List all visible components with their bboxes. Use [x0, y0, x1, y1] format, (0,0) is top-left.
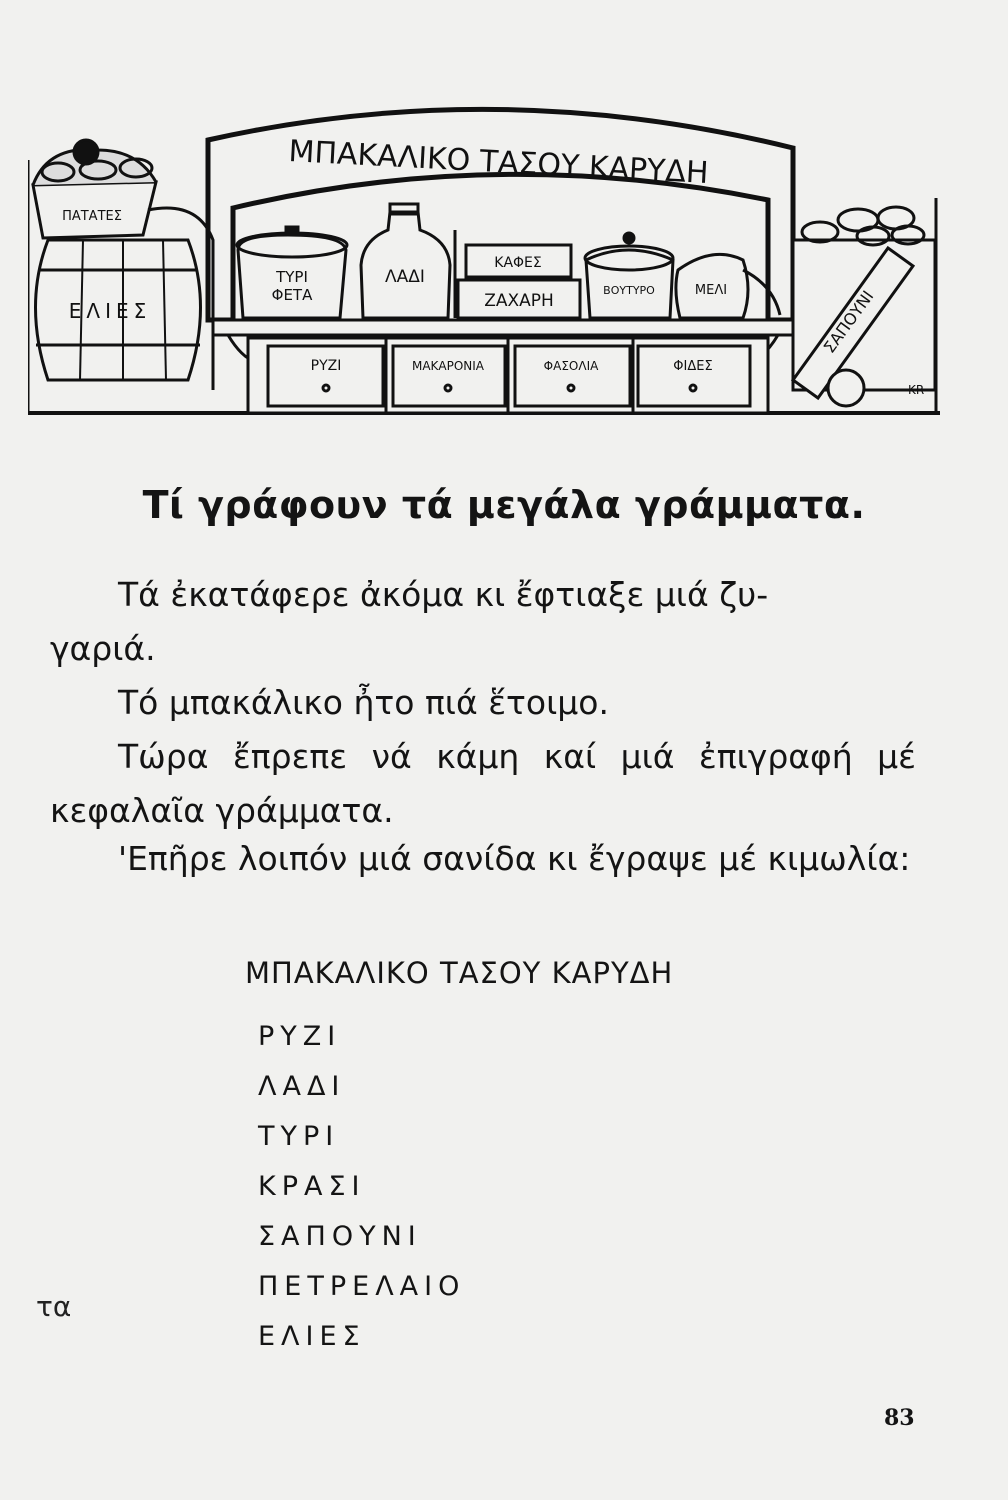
- paragraph-1-line-1: Τά ἐκατάφερε ἀκόμα κι ἔφτιαξε μιά ζυ-: [118, 575, 769, 614]
- chalk-item: ΤΥΡΙ: [258, 1121, 340, 1152]
- barrel-label: ΕΛΙΕΣ: [68, 299, 152, 323]
- sign-text: ΜΠΑΚΑΛΙΚΟ ΤΑΣΟΥ ΚΑΡΥΔΗ: [287, 134, 710, 191]
- chalk-item: ΡΥΖΙ: [258, 1021, 342, 1052]
- drawer-label-vermicelli: ΦΙΔΕΣ: [673, 359, 713, 374]
- paragraph-3: [50, 730, 916, 838]
- paragraph-4: [50, 832, 916, 886]
- box-label-coffee: ΚΑΦΕΣ: [494, 255, 542, 271]
- bottle-label-oil: ΛΑΔΙ: [385, 267, 425, 287]
- paragraph-2: [50, 676, 916, 730]
- chalk-item: ΛΑΔΙ: [258, 1071, 346, 1102]
- chalk-item: ΠΕΤΡΕΛΑΙΟ: [258, 1271, 466, 1302]
- paragraph-2-text: Τό μπακάλικο ἦτο πιά ἕτοιμο.: [118, 683, 609, 722]
- jar-label-honey: ΜΕΛΙ: [694, 283, 728, 298]
- jar-label-butter: ΒΟΥΤΥΡΟ: [603, 284, 655, 297]
- jar-label-cheese-2: ΦΕΤΑ: [271, 286, 313, 304]
- soap-label: ΣΑΠΟΥΝΙ: [819, 287, 878, 357]
- chalk-item: ΣΑΠΟΥΝΙ: [258, 1221, 422, 1252]
- chalk-item-list: [258, 1020, 465, 1370]
- basket-label: ΠΑΤΑΤΕΣ: [62, 209, 122, 224]
- jar-label-cheese-1: ΤΥΡΙ: [276, 268, 308, 286]
- drawer-label-rice: ΡΥΖΙ: [310, 358, 342, 374]
- page-number: 83: [884, 1405, 915, 1431]
- chalk-item: ΕΛΙΕΣ: [258, 1321, 366, 1352]
- paragraph-3-text: Τώρα ἔπρεπε νά κάμη καί μιά ἐπιγραφή μέ κεφαλαῖα γράμματα.: [50, 737, 916, 830]
- drawer-label-beans: ΦΑΣΟΛΙΑ: [543, 359, 599, 373]
- artist-signature: KR: [908, 383, 925, 397]
- chalk-item: ΚΡΑΣΙ: [258, 1171, 366, 1202]
- paragraph-1-line-2: γαριά.: [50, 629, 156, 668]
- margin-fragment: τα: [36, 1290, 72, 1323]
- chalk-sign-title: ΜΠΑΚΑΛΙΚΟ ΤΑΣΟΥ ΚΑΡΥΔΗ: [245, 956, 674, 990]
- paragraph-4-text: 'Επῆρε λοιπόν μιά σανίδα κι ἔγραψε μέ κιμωλία:: [118, 839, 911, 878]
- grocery-shop-illustration: [28, 90, 942, 420]
- box-label-sugar: ΖΑΧΑΡΗ: [484, 291, 554, 311]
- drawer-label-macaroni: ΜΑΚΑΡΟΝΙΑ: [411, 359, 485, 373]
- paragraph-1: [50, 568, 916, 676]
- heading: Τί γράφουν τά μεγάλα γράμματα.: [142, 483, 866, 527]
